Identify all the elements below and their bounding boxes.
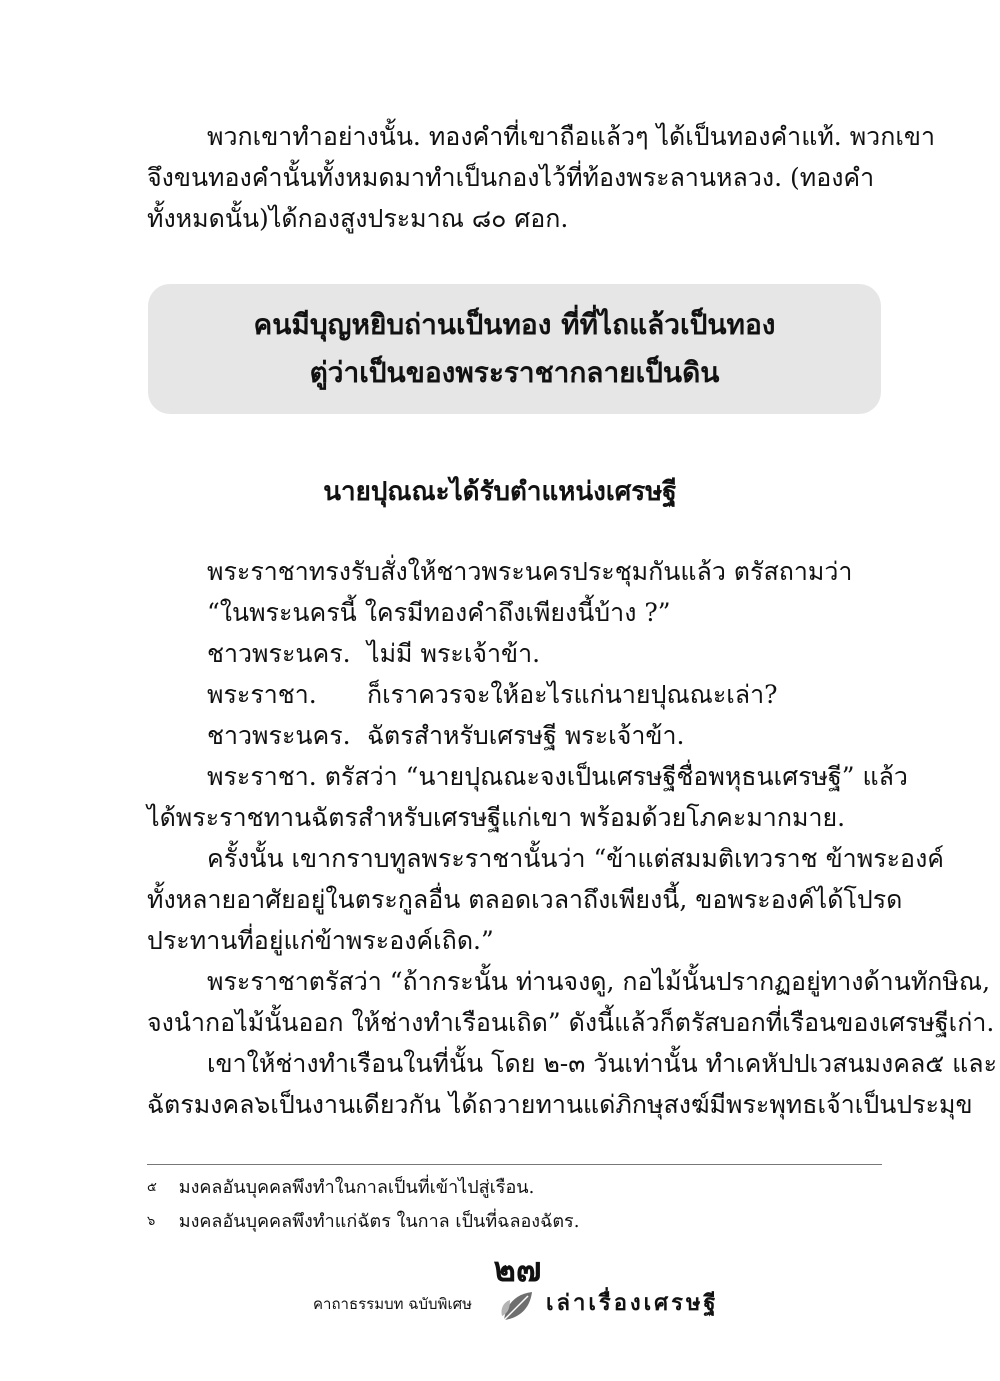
- footnote: [147, 1207, 579, 1237]
- dialogue-speaker: ชาวพระนคร.: [207, 639, 351, 668]
- dialogue-text: ก็เราควรจะให้อะไรแก่นายปุณณะเล่า?: [367, 680, 778, 709]
- king-line: ได้พระราชทานฉัตรสำหรับเศรษฐีแก่เขา พร้อมด้วยโภคะมากมาย.: [147, 803, 846, 832]
- footnote-text: มงคลอันบุคคลพึงทำในกาลเป็นที่เข้าไปสู่เรือน.: [178, 1177, 535, 1198]
- footnote-mark: ๖: [147, 1214, 156, 1229]
- dialogue-row: [207, 674, 778, 715]
- dialogue-speaker: พระราชา.: [207, 680, 317, 709]
- king-paragraph: [147, 756, 908, 838]
- request-line: ครั้งนั้น เขากราบทูลพระราชานั้นว่า “ข้าแต่สมมติเทวราช ข้าพระองค์: [207, 844, 944, 873]
- house-line: ฉัตรมงคล๖เป็นงานเดียวกัน ได้ถวายทานแด่ภิกษุสงฆ์มีพระพุทธเจ้าเป็นประมุข: [147, 1090, 973, 1119]
- house-paragraph: [147, 1043, 998, 1125]
- intro-paragraph: [147, 116, 936, 239]
- highlight-title-line2: ตู่ว่าเป็นของพระราชากลายเป็นดิน: [309, 356, 720, 389]
- footnote-text: มงคลอันบุคคลพึงทำแก่ฉัตร ในกาล เป็นที่ฉลองฉัตร.: [178, 1211, 580, 1232]
- opening-line: พระราชาทรงรับสั่งให้ชาวพระนครประชุมกันแล้ว ตรัสถามว่า: [207, 557, 853, 586]
- dialogue-block: [207, 633, 778, 756]
- opening-quote: “ในพระนครนี้ ใครมีทองคำถึงเพียงนี้บ้าง ?”: [207, 598, 671, 627]
- leaf-icon: [498, 1286, 538, 1326]
- footnote-divider: [147, 1164, 882, 1165]
- footnote: [147, 1173, 534, 1203]
- highlight-box: [148, 284, 881, 414]
- footer-book-title: คาถาธรรมบท ฉบับพิเศษ: [313, 1295, 472, 1313]
- opening-paragraph: [147, 551, 882, 633]
- footer-series-title: เล่าเรื่องเศรษฐี: [546, 1290, 719, 1316]
- request-line: ทั้งหลายอาศัยอยู่ในตระกูลอื่น ตลอดเวลาถึงเพียงนี้, ขอพระองค์ได้โปรด: [147, 885, 903, 914]
- dialogue-row: [207, 633, 778, 674]
- page-number: ๒๗: [493, 1250, 542, 1290]
- intro-line: ทั้งหมดนั้น)ได้กองสูงประมาณ ๘๐ ศอก.: [147, 204, 569, 233]
- dialogue-text: ฉัตรสำหรับเศรษฐี พระเจ้าข้า.: [367, 721, 685, 750]
- request-paragraph: [147, 838, 944, 961]
- reply-line: พระราชาตรัสว่า “ถ้ากระนั้น ท่านจงดู, กอไม้นั้นปรากฏอยู่ทางด้านทักษิณ,: [207, 967, 991, 996]
- footnote-mark: ๕: [147, 1180, 157, 1195]
- intro-line: จึงขนทองคำนั้นทั้งหมดมาทำเป็นกองไว้ที่ท้องพระลานหลวง. (ทองคำ: [147, 163, 875, 192]
- dialogue-speaker: ชาวพระนคร.: [207, 721, 351, 750]
- request-line: ประทานที่อยู่แก่ข้าพระองค์เถิด.”: [147, 926, 494, 955]
- highlight-title-line1: คนมีบุญหยิบถ่านเป็นทอง ที่ที่ไถแล้วเป็นทอง: [253, 308, 776, 341]
- king-line: พระราชา. ตรัสว่า “นายปุณณะจงเป็นเศรษฐีชื่อพหุธนเศรษฐี” แล้ว: [207, 762, 908, 791]
- reply-paragraph: [147, 961, 995, 1043]
- section-heading: นายปุณณะได้รับตำแหน่งเศรษฐี: [323, 477, 677, 507]
- dialogue-row: [207, 715, 778, 756]
- dialogue-text: ไม่มี พระเจ้าข้า.: [367, 639, 541, 668]
- house-line: เขาให้ช่างทำเรือนในที่นั้น โดย ๒-๓ วันเท่านั้น ทำเคหัปปเวสนมงคล๕ และ: [207, 1049, 998, 1078]
- intro-line: พวกเขาทำอย่างนั้น. ทองคำที่เขาถือแล้วๆ ได้เป็นทองคำแท้. พวกเขา: [207, 122, 936, 151]
- reply-line: จงนำกอไม้นั้นออก ให้ช่างทำเรือนเถิด” ดังนี้แล้วก็ตรัสบอกที่เรือนของเศรษฐีเก่า.: [147, 1008, 995, 1037]
